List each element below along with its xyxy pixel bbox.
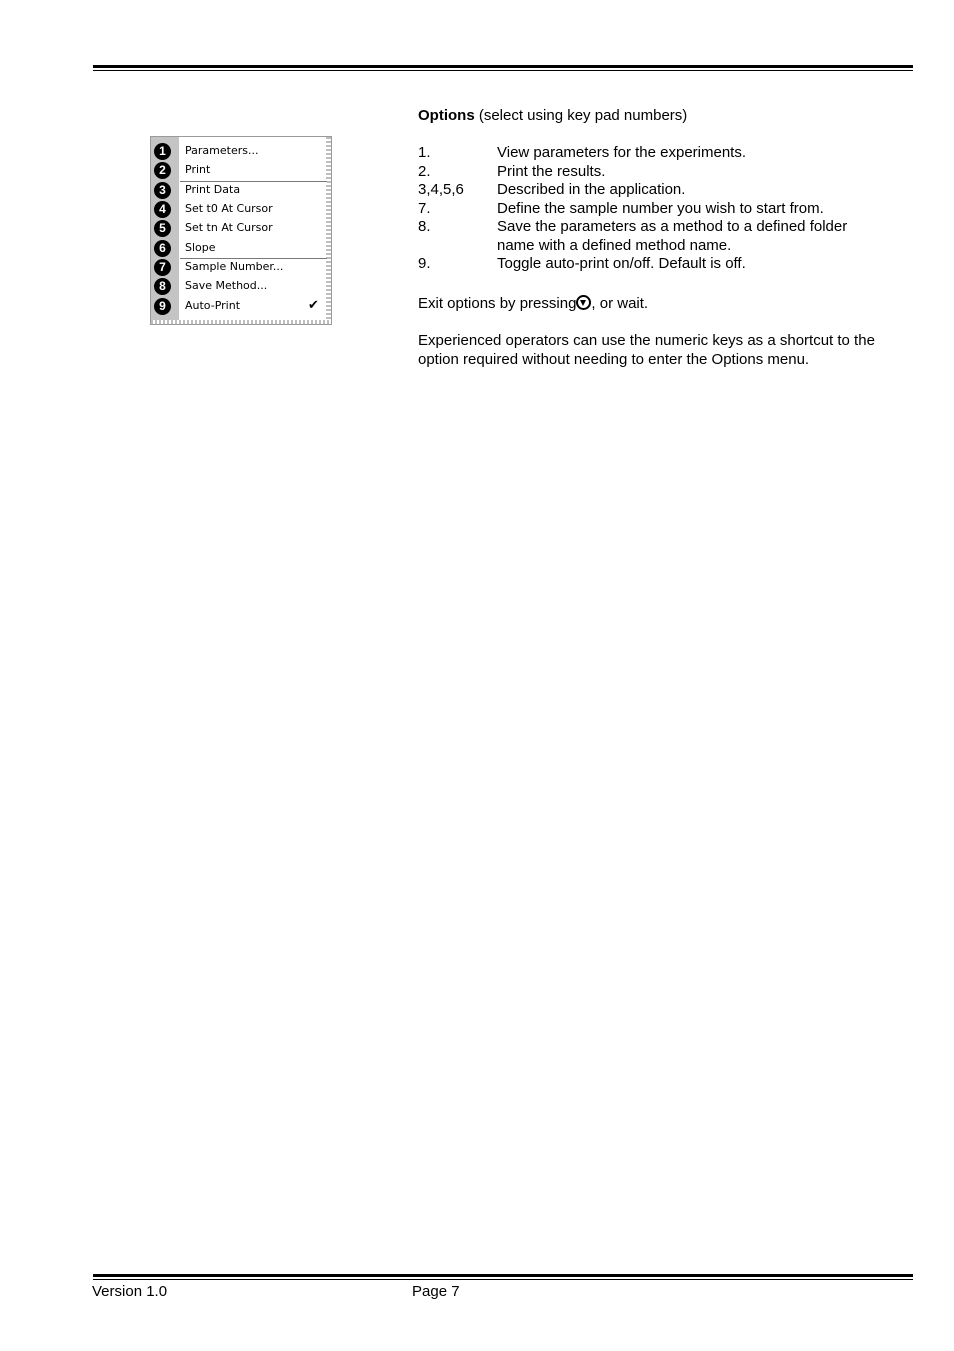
number-6-icon: 6 [154, 240, 171, 257]
menu-item-set-tn [151, 219, 327, 238]
menu-item-label: Set t0 At Cursor [185, 202, 273, 215]
option-key: 8. [418, 218, 431, 235]
footer-version: Version 1.0 [92, 1283, 168, 1300]
option-text: Described in the application. [497, 181, 686, 198]
menu-item-label: Sample Number... [185, 260, 284, 273]
number-2-icon: 2 [154, 162, 171, 179]
menu-item-label: Print [185, 163, 211, 176]
menu-item-label: Save Method... [185, 279, 268, 292]
menu-item-save-method [151, 277, 327, 296]
header-rule [93, 65, 913, 71]
menu-item-parameters [151, 142, 327, 161]
exit-text-after: , or wait. [591, 295, 649, 312]
menu-item-auto-print [151, 297, 327, 316]
shortcut-note: Experienced operators can use the numeric keys as a shortcut to the option required without needing to enter the Options menu. [418, 332, 875, 368]
menu-item-slope [151, 239, 327, 258]
stop-key-icon [576, 295, 591, 310]
number-9-icon: 9 [154, 298, 171, 315]
exit-instruction [418, 295, 888, 314]
options-menu-screenshot [150, 136, 332, 325]
menu-item-label: Print Data [185, 183, 241, 196]
menu-item-print [151, 161, 327, 180]
footer-rule [93, 1274, 913, 1280]
menu-item-sample-number [151, 258, 327, 277]
option-text: Toggle auto-print on/off. Default is off. [497, 255, 746, 272]
options-heading [418, 107, 687, 124]
option-key: 9. [418, 255, 431, 272]
number-5-icon: 5 [154, 220, 171, 237]
option-key: 2. [418, 163, 431, 180]
menu-item-label: Auto-Print [185, 299, 241, 312]
menu-item-print-data [151, 181, 327, 200]
menu-item-set-t0 [151, 200, 327, 219]
options-heading-bold: Options [418, 107, 475, 124]
checkmark-icon: ✔ [308, 297, 319, 312]
number-8-icon: 8 [154, 278, 171, 295]
menu-item-label: Set tn At Cursor [185, 221, 273, 234]
menu-item-label: Slope [185, 241, 216, 254]
option-key: 3,4,5,6 [418, 181, 464, 198]
menu-bottom-edge [151, 320, 331, 324]
option-key: 7. [418, 200, 431, 217]
exit-text-before: Exit options by pressing [418, 295, 577, 312]
footer-page-number: Page 7 [412, 1283, 460, 1300]
menu-item-label: Parameters... [185, 144, 259, 157]
option-text: View parameters for the experiments. [497, 144, 747, 161]
number-1-icon: 1 [154, 143, 171, 160]
option-text: Save the parameters as a method to a defined folder name with a defined method name. [497, 218, 848, 254]
options-heading-rest: (select using key pad numbers) [474, 107, 688, 124]
number-4-icon: 4 [154, 201, 171, 218]
number-3-icon: 3 [154, 182, 171, 199]
number-7-icon: 7 [154, 259, 171, 276]
option-text: Print the results. [497, 163, 606, 180]
option-text: Define the sample number you wish to start from. [497, 200, 824, 217]
option-key: 1. [418, 144, 431, 161]
